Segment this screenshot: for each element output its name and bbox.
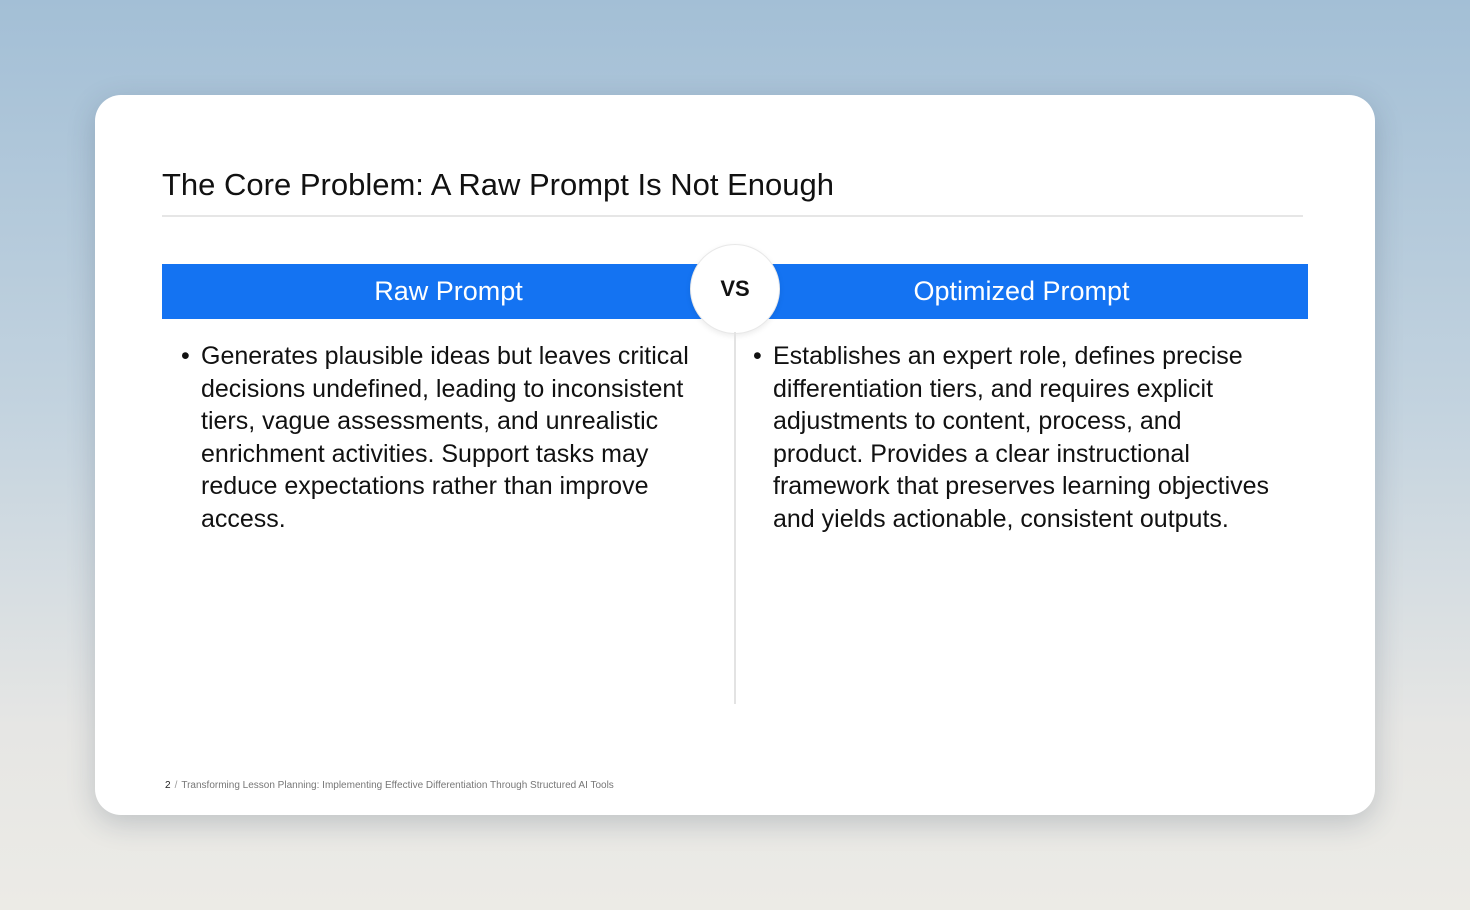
optimized-prompt-bullet xyxy=(753,340,1273,535)
column-divider xyxy=(734,332,736,704)
raw-prompt-bullet xyxy=(181,340,701,535)
deck-title: Transforming Lesson Planning: Implementing Effective Differentiation Through Structured AI Tools xyxy=(181,780,614,791)
bullet-icon: • xyxy=(753,342,762,370)
vs-badge: VS xyxy=(690,244,780,334)
slide-card xyxy=(95,95,1375,815)
footer-separator: / xyxy=(174,780,178,791)
raw-prompt-column xyxy=(181,340,701,535)
title-divider xyxy=(162,215,1303,217)
raw-prompt-header: Raw Prompt xyxy=(374,276,523,306)
optimized-prompt-bullet-text: Establishes an expert role, defines precise differentiation tiers, and requires explicit adjustments to content, process, and product. Provides a clear instructional framework that preserves learning objectives and yields actionable, consistent outputs. xyxy=(773,342,1270,533)
optimized-prompt-column xyxy=(753,340,1273,535)
bullet-icon: • xyxy=(181,342,190,370)
optimized-prompt-bullet-list xyxy=(753,340,1273,535)
raw-prompt-bullet-list xyxy=(181,340,701,535)
optimized-prompt-header: Optimized Prompt xyxy=(913,276,1130,306)
slide-footer xyxy=(165,780,614,791)
page-number: 2 xyxy=(165,780,171,791)
slide-title: The Core Problem: A Raw Prompt Is Not Enough xyxy=(162,167,834,202)
raw-prompt-bullet-text: Generates plausible ideas but leaves critical decisions undefined, leading to inconsistent tiers, vague assessments, and unrealistic enrichment activities. Support tasks may reduce expectations rather than improve access. xyxy=(201,342,689,533)
